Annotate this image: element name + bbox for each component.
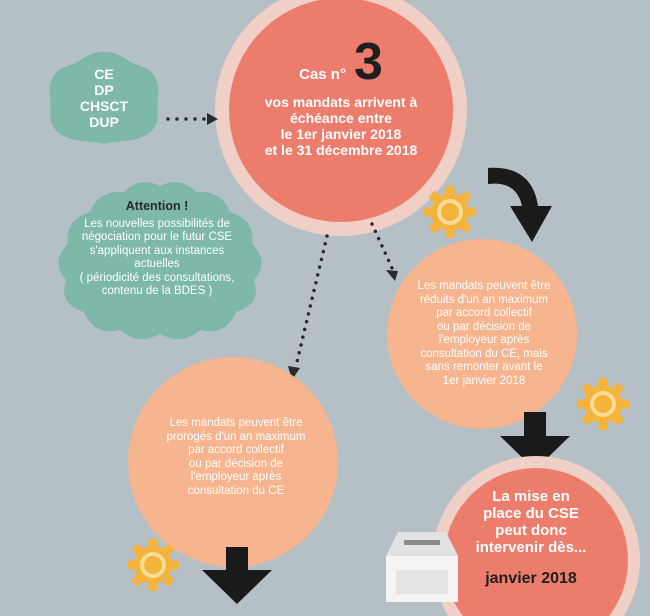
reduce-line: Les mandats peuvent être — [417, 280, 551, 292]
instance-dp: DP — [94, 82, 114, 98]
gear-icon-bottom — [127, 539, 179, 591]
case-description — [236, 94, 446, 158]
case-text — [236, 30, 446, 190]
extend-line: ou par décision de — [189, 457, 283, 470]
reduce-line: ou par décision de — [437, 320, 531, 333]
instance-dup: DUP — [89, 114, 119, 130]
extend-line: consultation du CE — [187, 484, 285, 497]
attention-line: s'appliquent aux instances — [89, 244, 225, 257]
reduce-line: 1er janvier 2018 — [442, 374, 526, 387]
cse-date: janvier 2018 — [485, 570, 577, 587]
case-line: vos mandats arrivent à — [264, 94, 418, 110]
extend-line: prorogés d'un an maximum — [166, 430, 306, 443]
case-number: 3 — [353, 33, 383, 91]
reduce-line: l'employeur après — [438, 334, 530, 346]
cse-note — [456, 488, 606, 587]
extend-line: l'employeur après — [190, 471, 282, 483]
case-label: Cas n° — [299, 66, 346, 83]
ballot-box-icon — [386, 532, 458, 602]
cse-line: peut donc — [495, 522, 567, 539]
attention-note — [62, 200, 252, 299]
arrowhead-down-right — [386, 270, 398, 281]
dotted-connector-right — [372, 224, 392, 268]
curved-arrow — [488, 168, 552, 242]
reduce-line: sans remonter avant le — [425, 361, 543, 373]
attention-line: Les nouvelles possibilités de — [84, 217, 230, 230]
instances-label — [52, 55, 156, 141]
attention-line: négociation pour le futur CSE — [81, 231, 233, 243]
attention-title: Attention ! — [125, 199, 189, 213]
case-line: échéance entre — [290, 110, 392, 126]
attention-line: contenu de la BDES ) — [101, 285, 213, 297]
reduce-line: réduits d'un an maximum — [419, 293, 549, 306]
attention-line: ( périodicité des consultations, — [79, 271, 235, 284]
extend-line: Les mandats peuvent être — [169, 417, 303, 429]
case-line: le 1er janvier 2018 — [280, 126, 402, 142]
instance-ce: CE — [94, 66, 114, 82]
gear-icon-top — [424, 186, 476, 238]
attention-line: actuelles — [134, 258, 180, 270]
case-line: et le 31 décembre 2018 — [264, 142, 418, 158]
case-heading — [236, 33, 446, 91]
cse-line: La mise en — [492, 488, 570, 505]
gear-icon-right — [577, 378, 629, 430]
reduce-note — [404, 280, 564, 388]
dotted-connector-left — [296, 236, 327, 366]
reduce-line: par accord collectif — [436, 307, 532, 319]
cse-line: place du CSE — [483, 505, 579, 522]
extend-note — [141, 417, 331, 498]
instance-chsct: CHSCT — [79, 98, 129, 114]
extend-line: par accord collectif — [188, 444, 284, 456]
reduce-line: consultation du CE, mais — [420, 347, 548, 360]
cse-line: intervenir dès... — [475, 539, 587, 556]
